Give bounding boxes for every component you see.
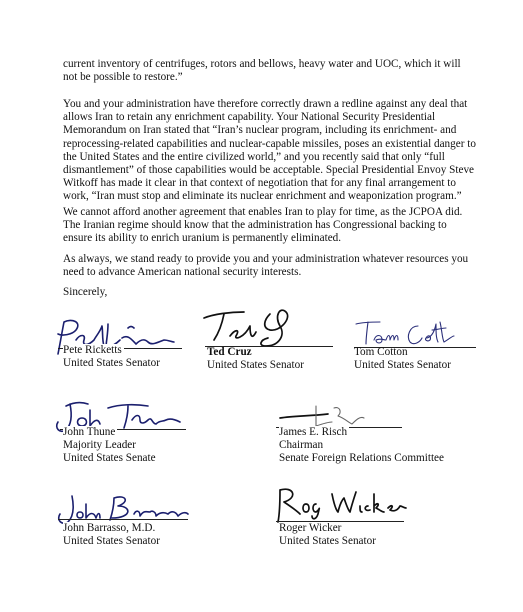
signatory-barrasso — [63, 522, 160, 548]
signatory-title: United States Senator — [63, 357, 160, 370]
closing-salutation: Sincerely, — [63, 286, 108, 298]
letter-paragraph-3: We cannot afford another agreement that enables Iran to play for time, as the JCPOA did. The Iranian regime should know that the administration has Congressional backing to ensure its ability to enrich uranium is permanently eliminated. — [63, 206, 463, 245]
signatory-title-2: United States Senate — [63, 452, 156, 465]
letter-paragraph-1: current inventory of centrifuges, rotors and bellows, heavy water and UOC, which it will not be possible to restore.” — [63, 58, 461, 84]
signature-cotton — [350, 316, 470, 350]
letter-paragraph-2: You and your administration have therefore correctly drawn a redline against any deal that allows Iran to retain any enrichment capability. Your National Security Presidential Memorandum on Iran stated that “Iran’s nuclear program, including its enrichment- and reprocessing-related capabilities and nuclear-capable missiles, poses an existential danger to the United States and the entire civilized world,” and you recently said that only “full dismantlement” of those capabilities would be acceptable. Special Presidential Envoy Steve Witkoff has made it clear in that context of negotiation that for any final arrangement to work, “Iran must stop and eliminate its nuclear enrichment and weaponization program.” — [63, 98, 476, 203]
signatory-thune — [63, 426, 156, 466]
signatory-title: Chairman — [279, 439, 324, 452]
signatory-title-2: Senate Foreign Relations Committee — [279, 452, 444, 465]
signatory-ricketts — [63, 344, 160, 370]
signatory-wicker — [279, 522, 376, 548]
signatory-title: United States Senator — [354, 359, 451, 372]
signatory-name: Pete Ricketts — [63, 344, 122, 356]
signatory-title: United States Senator — [207, 359, 304, 372]
signatory-risch — [279, 426, 444, 466]
signatory-title: United States Senator — [279, 535, 376, 548]
signatory-name: Tom Cotton — [354, 346, 408, 358]
signatory-name: Roger Wicker — [279, 522, 342, 534]
signatory-cotton — [354, 346, 451, 372]
signatory-title: Majority Leader — [63, 439, 136, 452]
signatory-name: John Thune — [63, 426, 116, 438]
signatory-name: James E. Risch — [279, 426, 348, 438]
signatory-name: Ted Cruz — [207, 346, 252, 358]
signature-line — [58, 519, 188, 520]
signatory-cruz — [207, 346, 304, 372]
letter-paragraph-4: As always, we stand ready to provide you and your administration whatever resources you need to advance American national security interests. — [63, 253, 469, 279]
signatory-name: John Barrasso, M.D. — [63, 522, 156, 534]
signatory-title: United States Senator — [63, 535, 160, 548]
signature-wicker — [270, 484, 410, 526]
